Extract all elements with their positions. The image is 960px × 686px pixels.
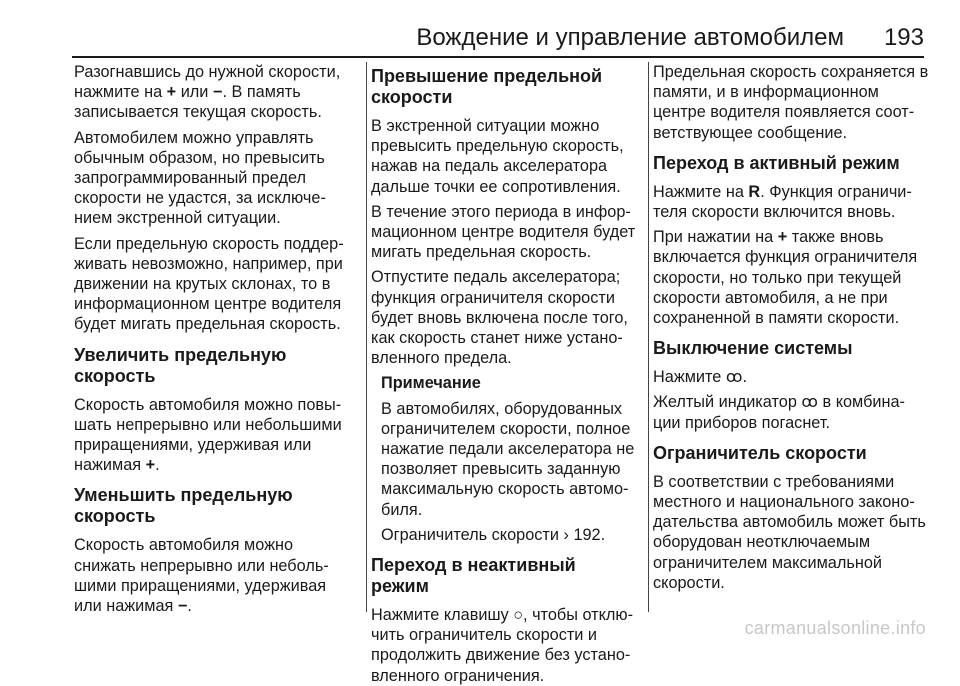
paragraph-decrease [74,535,346,616]
text: в комбина-ции приборов погаснет. [653,393,905,432]
paragraph-release: Отпустите педаль акселератора; функция ограничителя скорости будет вновь включена после того, как скорость станет ниже устано-вленного предела. [371,268,628,368]
heading-active-mode: Переход в активный режим [653,152,900,173]
heading-exceed-limit: Превышение предельной скорости [371,66,603,107]
text: 192. [568,525,606,544]
heading-inactive-mode: Переход в неактивный режим [371,555,576,597]
text: . Функция ограничи-теля скорости включится вновь. [653,182,912,222]
text: также вновь включается функция ограничителя скорости, но только при текущей скорости автомобиля, а не при сохраненной в памяти скорости. [653,228,918,328]
minus-icon: − [177,597,188,616]
plus-icon: + [145,456,156,475]
speed-limiter-icon: ꝏ [725,368,743,387]
text: Ограничитель скорости [381,525,564,544]
column-right [648,62,930,612]
column-middle [366,62,638,685]
text: Нажмите на [653,182,749,201]
watermark [0,618,960,639]
heading-speed-limiter: Ограничитель скорости [653,442,867,463]
note-box [371,373,638,545]
page-number: 193 [883,24,924,51]
text: , чтобы отклю-чить ограничитель скорости и продолжить движение без устано-вленного ограничения. [371,606,634,685]
paragraph-cannot-maintain: Если предельную скорость поддер-живать невозможно, например, при движении на крутых склонах, то в информационном центре водителя будет мигать предельная скорость. [74,234,344,334]
circle-button-icon: ○ [513,606,524,625]
text: При нажатии на [653,228,778,247]
cross-reference [381,525,638,545]
resume-icon: R [748,182,761,201]
paragraph-regulations: В соответствии с требованиями местного и национального законо-дательства автомобиль может быть оборудован неотключаемым ограничителем максимальной скорости. [653,472,926,592]
paragraph-normal-driving: Автомобилем можно управлять обычным образом, но превысить запрограммированный предел скорости не удастся, за исключе-нием экстренной ситуации. [74,128,326,228]
text: . В память записывается текущая скорость. [74,83,322,122]
text: или [176,83,213,102]
plus-icon: + [777,228,788,247]
page-title: Вождение и управление автомобилем [416,24,844,51]
text: Скорость автомобиля можно повы-шать непрерывно или небольшими приращениями, удерживая или нажимая [74,395,342,475]
minus-icon: − [212,83,223,102]
paragraph-set-speed [74,62,346,123]
text: Скорость автомобиля можно снижать непрерывно или неболь-шими приращениями, удерживая или нажимая [74,536,329,616]
paragraph-indicator [653,392,930,432]
paragraph-flashing: В течение этого периода в инфор-мационном центре водителя будет мигать предельная скорость. [371,202,636,262]
heading-decrease-limit: Уменьшить предельную скорость [74,485,293,527]
column-left [74,62,346,616]
page-header [0,0,960,58]
paragraph-emergency: В экстренной ситуации можно превысить предельную скорость, нажав на педаль акселератора дальше точки ее сопротивления. [371,117,624,196]
text: Желтый индикатор [653,393,802,412]
text: . [187,597,192,616]
paragraph-press-off [653,367,930,387]
plus-icon: + [166,83,177,102]
header-rule [72,56,924,58]
note-text: В автомобилях, оборудованных ограничителем скорости, полное нажатие педали акселератора не позволяет превысить заданную максимальную скорость автомо-биля. [381,399,635,519]
paragraph-plus-resume [653,227,930,328]
paragraph-increase [74,395,346,476]
heading-increase-limit: Увеличить предельную скорость [74,344,287,386]
note-title: Примечание [381,374,481,393]
heading-system-off: Выключение системы [653,338,853,359]
speed-limiter-icon: ꝏ [801,393,818,412]
arrow-right-icon: › [563,525,569,544]
text: Нажмите клавишу [371,606,514,625]
text: . [742,368,747,387]
paragraph-resume [653,182,930,222]
text: Нажмите [653,368,726,387]
text: . [155,456,160,475]
paragraph-stored: Предельная скорость сохраняется в памяти, и в информационном центре водителя появляется соот-ветствующее сообщение. [653,63,929,142]
text: Разогнавшись до нужной скорости, нажмите на [74,63,341,102]
watermark-text: carmanualsonline.info [744,618,926,638]
